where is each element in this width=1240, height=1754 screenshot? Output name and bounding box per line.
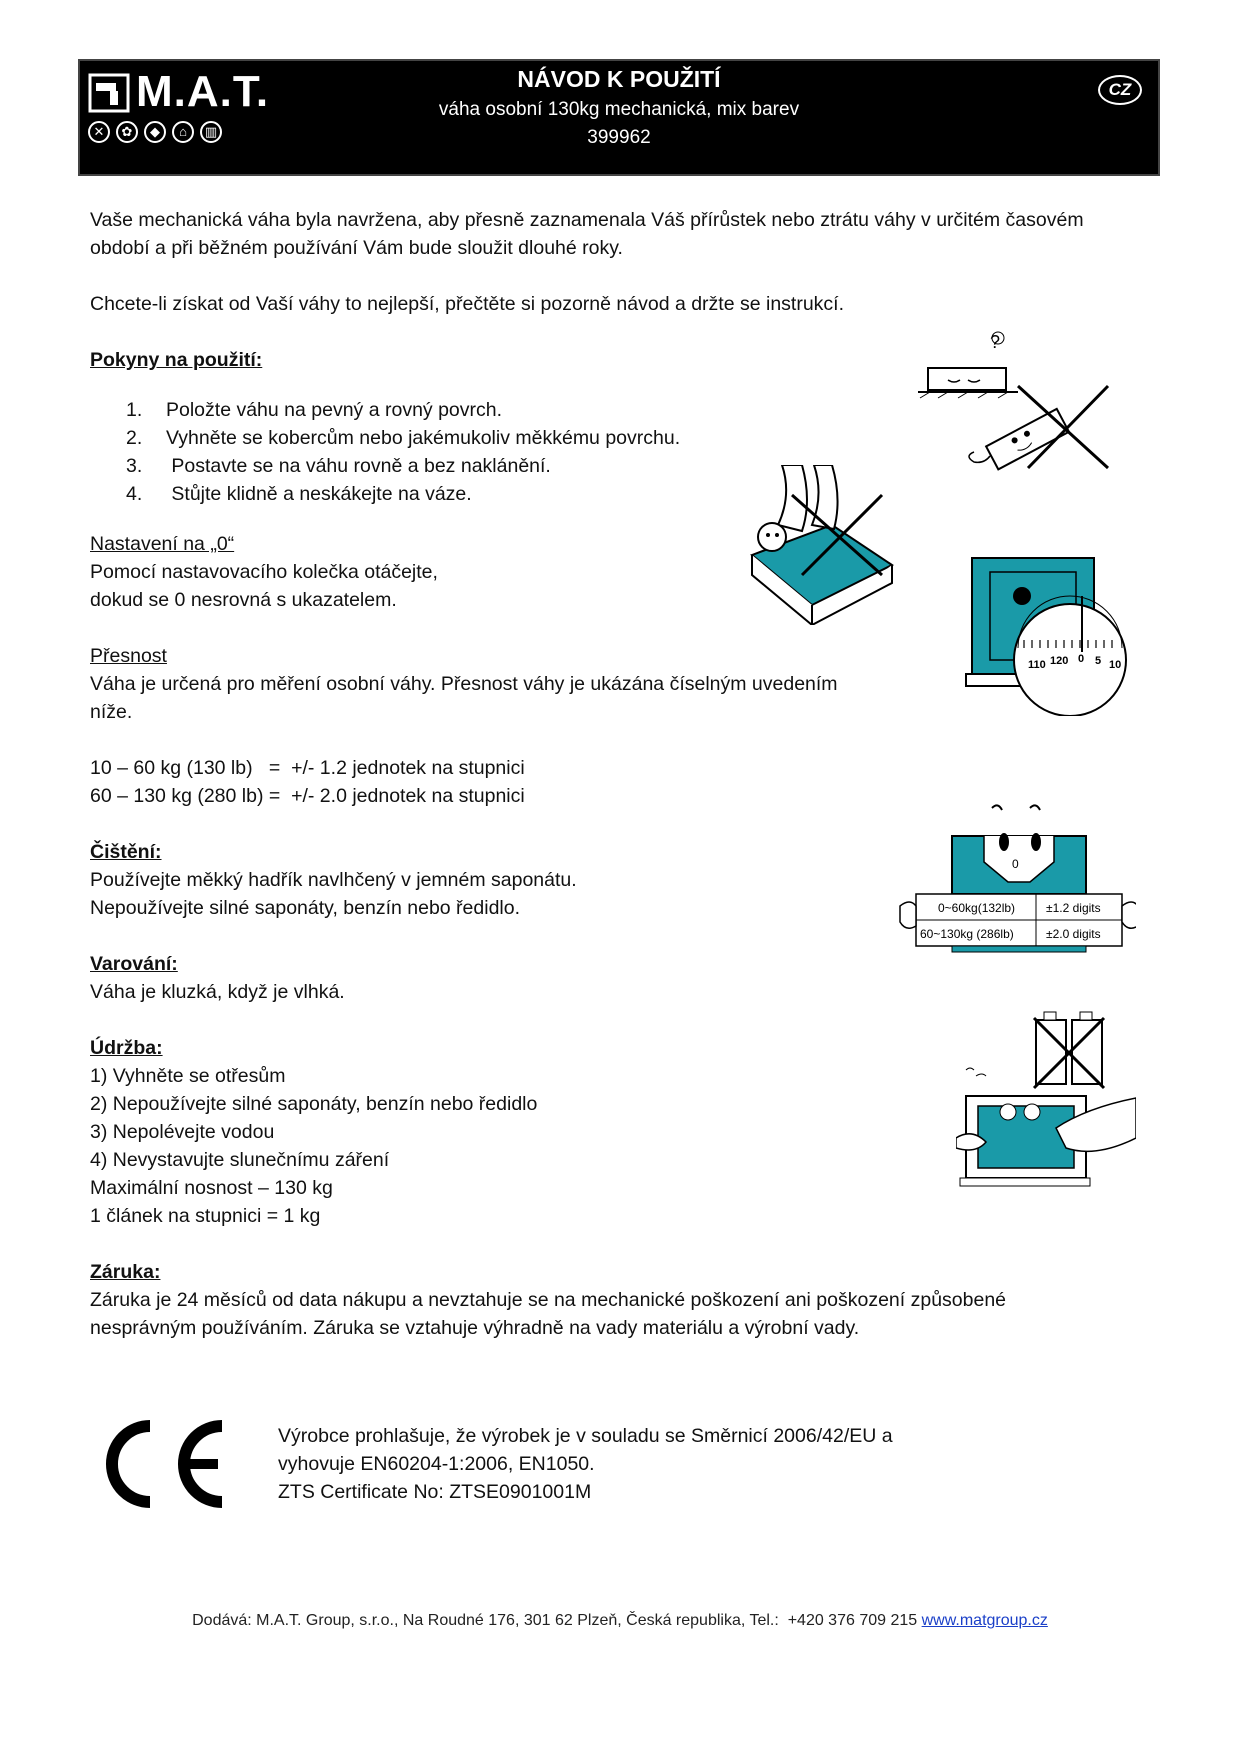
cleaning-line-1: Používejte měkký hadřík navlhčený v jemném saponátu. bbox=[90, 869, 577, 891]
ce-line-3: ZTS Certificate No: ZTSE0901001M bbox=[278, 1481, 592, 1503]
dial-label: 110 bbox=[1028, 659, 1046, 671]
garden-icon: ✿ bbox=[116, 121, 138, 143]
maintenance-line: 1) Vyhněte se otřesům bbox=[90, 1065, 286, 1087]
language-badge: CZ bbox=[1098, 75, 1142, 105]
list-item: 3. Postavte se na váhu rovně a bez naklánění. bbox=[126, 455, 551, 477]
document-title: NÁVOD K POUŽITÍ bbox=[517, 66, 721, 92]
maintenance-line: 3) Nepolévejte vodou bbox=[90, 1121, 275, 1143]
warranty-heading: Záruka: bbox=[90, 1261, 161, 1283]
website-link[interactable]: www.matgroup.cz bbox=[921, 1612, 1048, 1629]
ce-line-1: Výrobce prohlašuje, že výrobek je v souladu se Směrnicí 2006/42/EU a bbox=[278, 1425, 893, 1447]
maintenance-line: Maximální nosnost – 130 kg bbox=[90, 1177, 333, 1199]
svg-text:?: ? bbox=[990, 332, 1001, 352]
accuracy-row-2: 60 – 130 kg (280 lb) = +/- 2.0 jednotek na stupnici bbox=[90, 785, 525, 807]
logo-text: M.A.T. bbox=[136, 67, 270, 116]
accuracy-line-2: níže. bbox=[90, 701, 133, 723]
zero-line-2: dokud se 0 nesrovná s ukazatelem. bbox=[90, 589, 397, 611]
cleaning-illustration bbox=[956, 1010, 1136, 1210]
uneven-floor-illustration bbox=[918, 328, 1118, 480]
maintenance-line: 2) Nepoužívejte silné saponáty, benzín nebo ředidlo bbox=[90, 1093, 538, 1115]
table-row-1-accuracy: ±1.2 digits bbox=[1046, 901, 1101, 915]
dial-label: 5 bbox=[1095, 655, 1102, 667]
maintenance-line: 1 článek na stupnici = 1 kg bbox=[90, 1205, 321, 1227]
accuracy-table-illustration bbox=[896, 802, 1136, 992]
footer-text: Dodává: M.A.T. Group, s.r.o., Na Roudné 176, 301 62 Plzeň, Česká republika, Tel.: +420 376 709 215 bbox=[192, 1612, 922, 1629]
dial-label: 0 bbox=[1078, 653, 1085, 665]
ce-line-2: vyhovuje EN60204-1:2006, EN1050. bbox=[278, 1453, 595, 1475]
header-bar bbox=[78, 59, 1160, 176]
accuracy-row-1: 10 – 60 kg (130 lb) = +/- 1.2 jednotek na stupnici bbox=[90, 757, 525, 779]
table-row-2-range: 60~130kg (286lb) bbox=[920, 927, 1014, 941]
car-icon: ◆ bbox=[144, 121, 166, 143]
usage-list bbox=[126, 396, 680, 508]
ce-mark-icon bbox=[92, 1418, 232, 1510]
intro-line-2: období a při běžném používání Vám bude sloužit dlouhé roky. bbox=[90, 237, 623, 259]
no-jumping-illustration bbox=[722, 465, 902, 625]
cleaning-heading: Čištění: bbox=[90, 841, 162, 863]
house-icon: ⌂ bbox=[172, 121, 194, 143]
tools-icon: ✕ bbox=[88, 121, 110, 143]
face-digit: 0 bbox=[1012, 857, 1019, 871]
product-code: 399962 bbox=[587, 127, 651, 148]
cleaning-line-2: Nepoužívejte silné saponáty, benzín nebo ředidlo. bbox=[90, 897, 521, 919]
list-item: 1. Položte váhu na pevný a rovný povrch. bbox=[126, 399, 503, 421]
zero-line-1: Pomocí nastavovacího kolečka otáčejte, bbox=[90, 561, 438, 583]
product-name: váha osobní 130kg mechanická, mix barev bbox=[438, 99, 800, 120]
footer bbox=[0, 1612, 1240, 1630]
dial-label: 120 bbox=[1050, 655, 1069, 667]
warning-heading: Varování: bbox=[90, 953, 178, 975]
table-row-2-accuracy: ±2.0 digits bbox=[1046, 927, 1101, 941]
accuracy-heading: Přesnost bbox=[90, 645, 167, 667]
list-item: 2. Vyhněte se kobercům nebo jakémukoliv měkkému povrchu. bbox=[126, 427, 681, 449]
usage-heading: Pokyny na použití: bbox=[90, 349, 263, 371]
intro-line-1: Vaše mechanická váha byla navržena, aby přesně zaznamenala Váš přírůstek nebo ztrátu váhy v určitém časovém bbox=[90, 209, 1084, 231]
intro-paragraph-2: Chcete-li získat od Vaší váhy to nejlepší, přečtěte si pozorně návod a držte se instrukcí. bbox=[90, 293, 845, 315]
warranty-line-1: Záruka je 24 měsíců od data nákupu a nevztahuje se na mechanické poškození ani poškození způsobené bbox=[90, 1289, 1007, 1311]
dial-label: 10 bbox=[1109, 659, 1122, 671]
maintenance-line: 4) Nevystavujte slunečnímu záření bbox=[90, 1149, 390, 1171]
list-item: 4. Stůjte klidně a neskákejte na váze. bbox=[126, 483, 472, 505]
warning-line-1: Váha je kluzká, když je vlhká. bbox=[90, 981, 345, 1003]
building-icon: ▥ bbox=[200, 121, 222, 143]
warranty-line-2: nesprávným používáním. Záruka se vztahuje výhradně na vady materiálu a výrobní vady. bbox=[90, 1317, 860, 1339]
table-row-1-range: 0~60kg(132lb) bbox=[938, 901, 1016, 915]
maintenance-heading: Údržba: bbox=[90, 1037, 163, 1059]
accuracy-line-1: Váha je určená pro měření osobní váhy. Přesnost váhy je ukázána číselným uvedením bbox=[90, 673, 838, 695]
zero-dial-illustration bbox=[944, 556, 1140, 716]
zero-heading: Nastavení na „0“ bbox=[90, 533, 235, 555]
